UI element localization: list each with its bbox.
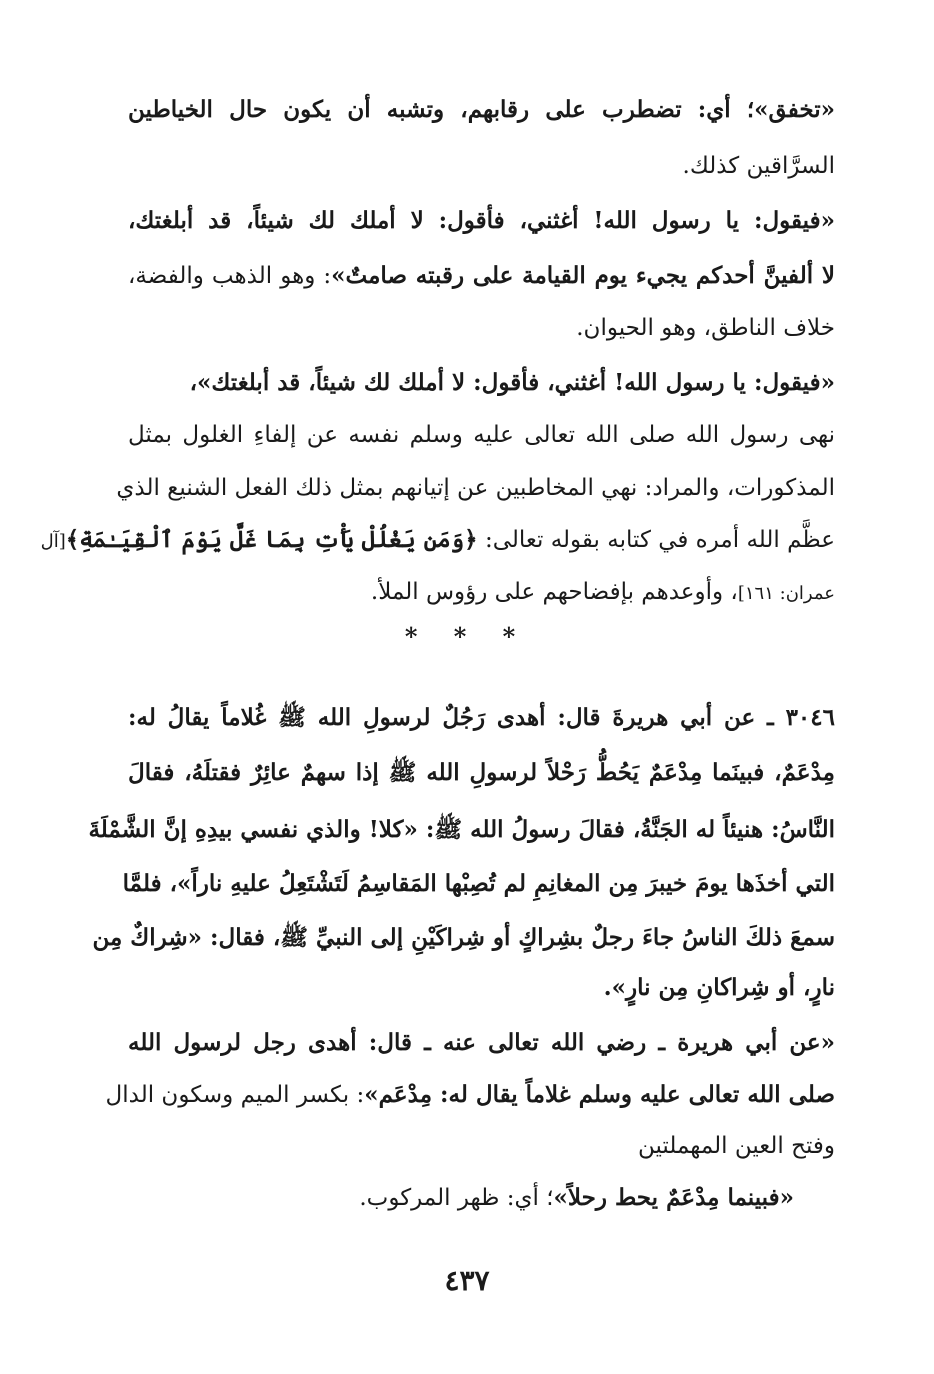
text-line: المذكورات، والمراد: نهي المخاطبين عن إتيانهم بمثل ذلك الفعل الشنيع الذي: [116, 475, 835, 501]
hadith-line: نارٍ، أو شِراكانِ مِن نارٍ».: [603, 974, 835, 1001]
hadith-line: سمعَ ذلكَ الناسُ جاءَ رجلٌ بشِراكٍ أو شِراكَيْنِ إلى النبيِّ ﷺ، فقال: «شِراكٌ مِن: [92, 924, 835, 951]
text-line: «فيقول: يا رسول الله! أغثني، فأقول: لا أملك لك شيئاً، قد أبلغتك،: [128, 207, 835, 234]
text-line: نهى رسول الله صلى الله تعالى عليه وسلم نفسه عن إلفاءِ الغلول بمثل: [128, 422, 835, 448]
text-line: لا ألفينَّ أحدكم يجيء يوم القيامة على رقبته صامتٌ»: وهو الذهب والفضة،: [128, 262, 835, 289]
text-line: خلاف الناطق، وهو الحيوان.: [576, 315, 835, 341]
text-line: «تخفق»؛ أي: تضطرب على رقابهم، وتشبه أن يكون حال الخياطين: [128, 96, 835, 123]
page-number: ٤٣٧: [444, 1264, 490, 1297]
commentary-line: «فبينما مِدْعَمٌ يحط رحلاً»؛ أي: ظهر المركوب.: [359, 1184, 794, 1211]
hadith-line: التي أخذَها يومَ خيبرَ مِن المغانِمِ لم تُصِبْها المَقاسِمُ لَتَشْتَعِلُ عليهِ ناراً»، فلمَّا: [122, 870, 835, 897]
quran-verse: ﴿وَمَن يَغْلُلْ يَأْتِ بِمَا غَلَّ يَوْمَ ٱلْقِيَـٰمَةِ﴾: [65, 526, 478, 553]
text-line: عمران: ١٦١]، وأوعدهم بإفضاحهم على رؤوس الملأ.: [370, 579, 835, 605]
text-line: «فيقول: يا رسول الله! أغثني، فأقول: لا أملك لك شيئاً، قد أبلغتك»،: [189, 369, 835, 396]
commentary-line: «عن أبي هريرة ـ رضي الله تعالى عنه ـ قال: أهدى رجل لرسول الله: [128, 1029, 835, 1056]
commentary-line: وفتح العين المهملتين: [637, 1133, 835, 1159]
hadith-line: ٣٠٤٦ ـ عن أبي هريرةَ قال: أهدى رَجُلٌ لرسولِ الله ﷺ غُلاماً يقالُ له:: [128, 704, 835, 731]
text-line: عظَّم الله أمره في كتابه بقوله تعالى: ﴿وَمَن يَغْلُلْ يَأْتِ بِمَا غَلَّ يَوْمَ ٱلْقِيَـٰمَةِ﴾[آل: [40, 526, 835, 553]
text-line: السرَّاقين كذلك.: [682, 153, 835, 179]
hadith-line: مِدْعَمٌ، فبينَما مِدْعَمٌ يَحُطُّ رَحْلاً لرسولِ الله ﷺ إذا سهمٌ عائِرٌ فقتلَهُ، فقالَ: [128, 759, 835, 786]
section-separator: * * *: [404, 622, 530, 651]
hadith-line: النَّاسُ: هنيئاً له الجَنَّةُ، فقالَ رسولُ الله ﷺ: «كلا! والذي نفسي بيدِهِ إنَّ الشَّمْلَةَ: [88, 816, 835, 843]
commentary-line: صلى الله تعالى عليه وسلم غلاماً يقال له: مِدْعَم»: بكسر الميم وسكون الدال: [105, 1081, 835, 1108]
